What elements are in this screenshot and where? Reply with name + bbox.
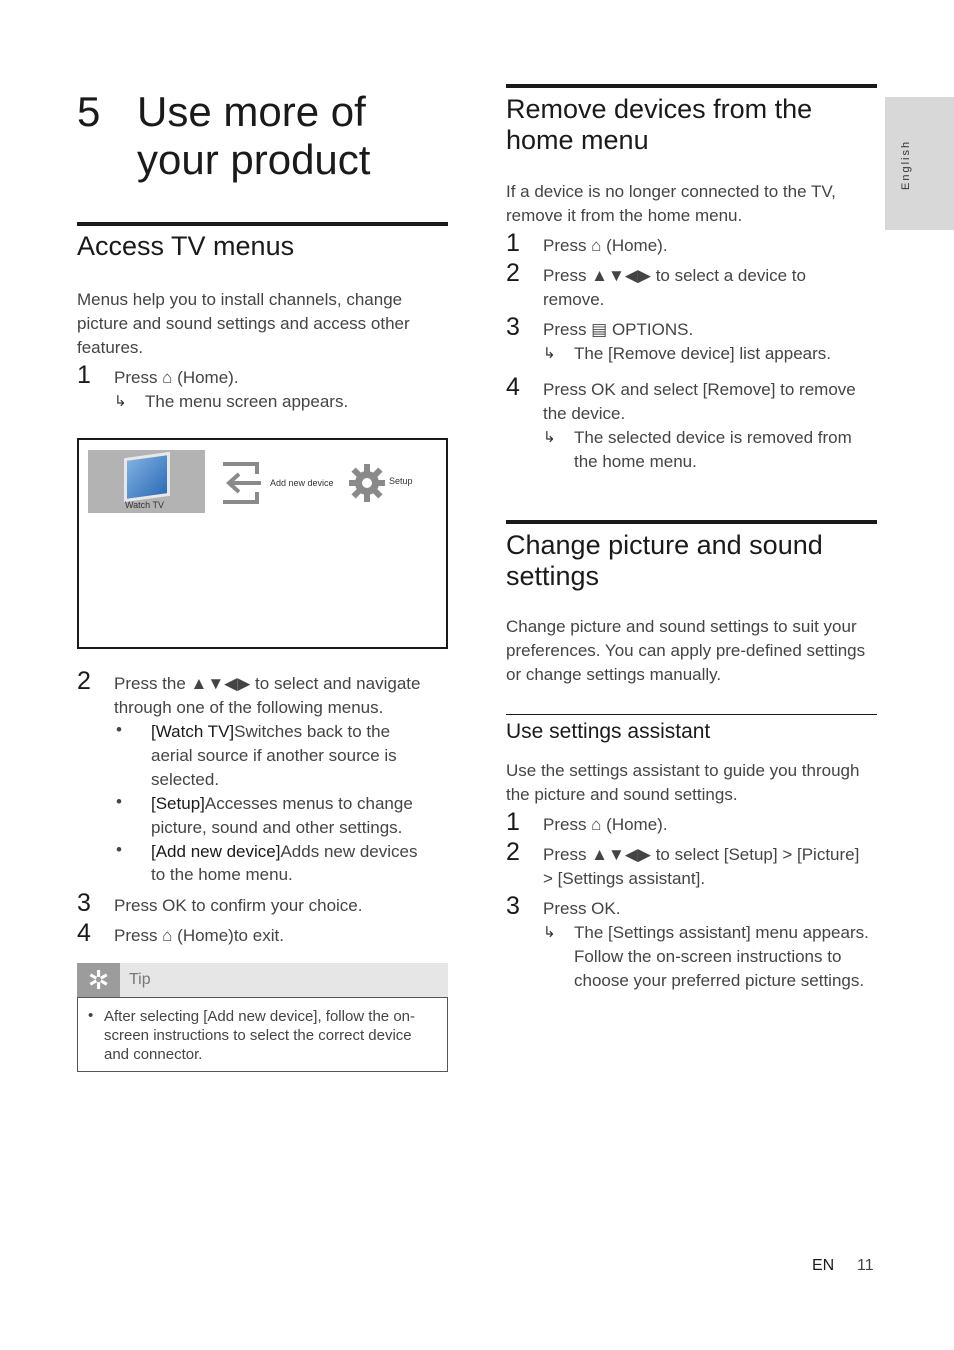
menu-tile-setup[interactable] [349,460,429,505]
assistant-step1: Press ⌂ (Home). [543,815,668,834]
remove-step3: Press ▤ OPTIONS. [543,320,694,339]
step-number: 1 [506,229,520,257]
assistant-step3: Press OK. [543,899,621,918]
tip-bar [120,963,448,997]
result-arrow-icon: ↳ [114,393,127,410]
bullet-add-device-line2: to the home menu. [151,865,293,884]
remove-step1: Press ⌂ (Home). [543,236,668,255]
language-label: English [900,139,912,190]
assistant-step3-result-line1: The [Settings assistant] menu appears. [574,923,869,942]
bullet-setup-line1: [Setup]Accesses menus to change [151,794,413,813]
step-number: 2 [506,259,520,287]
remove-step4-result-line2: the home menu. [574,452,697,471]
tip-header [77,963,448,997]
step-number: 2 [77,667,91,695]
gear-icon [349,460,385,506]
chapter-number: 5 [77,88,101,135]
home-menu-screen [77,438,448,649]
chapter-title: Use more of your product [137,88,371,183]
remove-step3-result: The [Remove device] list appears. [574,344,832,363]
step-number: 3 [77,889,91,917]
bullet-watch-tv-line2: aerial source if another source is [151,746,397,765]
assistant-intro-line2: the picture and sound settings. [506,785,738,804]
section-rule [77,222,448,226]
access-step1-result: The menu screen appears. [145,392,349,411]
access-step3: Press OK to confirm your choice. [114,896,363,915]
access-step2-line1: Press the ▲▼◀▶ to select and navigate [114,674,421,693]
input-icon [217,460,263,506]
remove-step4-line1: Press OK and select [Remove] to remove [543,380,856,399]
access-step2-line2: through one of the following menus. [114,698,384,717]
remove-intro-line2: remove it from the home menu. [506,206,743,225]
step-number: 4 [77,919,91,947]
remove-step2-line1: Press ▲▼◀▶ to select a device to [543,266,806,285]
bullet: • [116,840,122,859]
result-arrow-icon: ↳ [543,924,556,941]
change-intro-line2: preferences. You can apply pre-defined settings [506,641,866,660]
bullet-watch-tv-line1: [Watch TV]Switches back to the [151,722,391,741]
step-number: 3 [506,892,520,920]
bullet-add-device-line1: [Add new device]Adds new devices [151,842,418,861]
menu-tile-watch-tv[interactable] [88,450,205,513]
bullet: • [116,720,122,739]
watch-tv-label: Watch TV [125,500,165,510]
assistant-step3-result-line3: choose your preferred picture settings. [574,971,865,990]
access-intro: Menus help you to install channels, change picture and sound settings and access other features. [77,290,410,357]
section-rule [506,84,877,88]
section-heading-remove-line1: Remove devices from the [506,94,813,124]
step-number: 1 [77,361,91,389]
tip-text: After selecting [Add new device], follow the on-screen instructions to select the correct device and connector. [104,1008,416,1063]
subsection-heading-settings-assistant: Use settings assistant [506,720,711,743]
remove-step4-result-line1: The selected device is removed from [574,428,852,447]
remove-step4-line2: the device. [543,404,626,423]
change-intro-line1: Change picture and sound settings to suit your [506,617,857,636]
assistant-step2-line1: Press ▲▼◀▶ to select [Setup] > [Picture] [543,845,860,864]
bullet: • [88,1007,94,1024]
remove-intro-line1: If a device is no longer connected to the TV, [506,182,836,201]
bullet-watch-tv-line3: selected. [151,770,220,789]
tv-icon [124,452,170,502]
section-heading-change-line1: Change picture and sound [506,530,823,560]
language-side-tab [885,97,954,230]
remove-step2-line2: remove. [543,290,605,309]
assistant-intro-line1: Use the settings assistant to guide you through [506,761,860,780]
step-number: 4 [506,373,520,401]
bullet-setup-line2: picture, sound and other settings. [151,818,403,837]
section-heading-change-line2: settings [506,561,600,591]
section-rule [506,520,877,524]
bullet: • [116,792,122,811]
access-step1: Press ⌂ (Home). [114,368,239,387]
tip-box [77,997,448,1072]
section-heading-remove-line2: home menu [506,125,649,155]
access-step4: Press ⌂ (Home)to exit. [114,926,284,945]
result-arrow-icon: ↳ [543,429,556,446]
tip-label: Tip [129,971,151,988]
section-heading-access-tv-menus: Access TV menus [77,231,295,261]
step-number: 2 [506,838,520,866]
setup-label: Setup [389,476,413,486]
change-intro-line3: or change settings manually. [506,665,722,684]
footer-language: EN [812,1257,835,1274]
add-new-device-label: Add new device [270,478,334,488]
assistant-step2-line2: > [Settings assistant]. [543,869,706,888]
result-arrow-icon: ↳ [543,345,556,362]
page-number: 11 [857,1257,874,1274]
subsection-rule [506,714,877,715]
step-number: 1 [506,808,520,836]
step-number: 3 [506,313,520,341]
tip-asterisk-icon: ✲ [77,963,120,997]
assistant-step3-result-line2: Follow the on-screen instructions to [574,947,842,966]
